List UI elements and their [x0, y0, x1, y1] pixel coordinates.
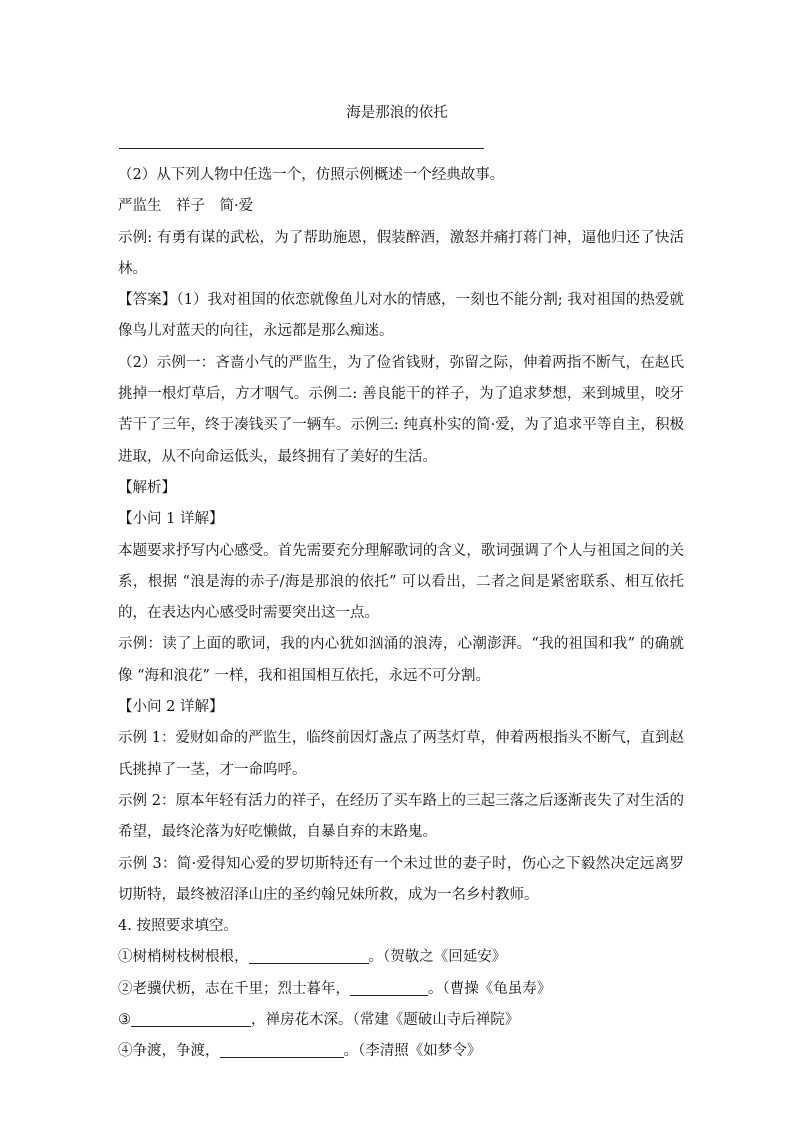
fill-item-2-after: 。（曹操《龟虽寿》: [428, 980, 552, 997]
fill-item-4-after: 。（李清照《如梦令》: [343, 1043, 482, 1060]
fill-item-1-before: ①树梢树枝树根根，: [118, 949, 249, 966]
answer-part-1: 【答案】（1）我对祖国的依恋就像鱼儿对水的情感，一刻也不能分割; 我对祖国的热爱就像鸟儿对蓝天的向往，永远都是那么痴迷。: [118, 292, 684, 340]
fill-item-4: [118, 1036, 684, 1067]
fill-item-1: [118, 942, 684, 973]
fill-item-1-after: 。（贺敬之《回延安》: [368, 949, 507, 966]
fill-item-2: [118, 974, 684, 1005]
fill-item-3-before: ③: [118, 1012, 131, 1029]
fill-item-3: [118, 1005, 684, 1036]
document-body: [118, 160, 684, 1068]
fill-item-3-after: ，禅房花木深。（常建《题破山寺后禅院》: [251, 1012, 520, 1029]
q2-example: 示例: 有勇有谋的武松，为了帮助施恩，假装醉酒，激怒并痛打蒋门神，逼他归还了快活林。: [118, 229, 684, 277]
sub-question-1-heading: 【小问 1 详解】: [118, 511, 224, 528]
fill-blank-4[interactable]: [220, 1041, 344, 1058]
fill-blank-1[interactable]: [249, 947, 369, 964]
fill-item-2-before: ②老骥伏枥，志在千里；烈士暮年，: [118, 980, 350, 997]
fill-item-4-before: ④争渡，争渡，: [118, 1043, 220, 1060]
fill-blank-3[interactable]: [131, 1010, 251, 1027]
q2-characters: 严监生 祥子 简·爱: [118, 198, 254, 215]
question-4-heading: 4. 按照要求填空。: [118, 918, 238, 935]
sub-question-2-heading: 【小问 2 详解】: [118, 699, 224, 716]
sub-question-2-example-1: 示例 1：爱财如命的严监生，临终前因灯盏点了两茎灯草，伸着两根指头不断气，直到赵氏挑掉了一茎，才一命呜呼。: [118, 730, 684, 778]
answer-line: [119, 148, 484, 149]
fill-blank-2[interactable]: [350, 979, 428, 996]
analysis-heading: 【解析】: [118, 479, 176, 496]
sub-question-2-example-2: 示例 2：原本年轻有活力的祥子，在经历了买车路上的三起三落之后逐渐丧失了对生活的希望，最终沦落为好吃懒做，自暴自弃的末路鬼。: [118, 792, 684, 841]
q2-prompt: （2）从下列人物中任选一个，仿照示例概述一个经典故事。: [118, 167, 505, 183]
sub-question-1-example: 示例：读了上面的歌词，我的内心犹如汹涌的浪涛，心潮澎湃。“我的祖国和我” 的确就像 “海和浪花” 一样，我和祖国相互依托，永远不可分割。: [118, 636, 684, 684]
sub-question-1-text: 本题要求抒写内心感受。首先需要充分理解歌词的含义，歌词强调了个人与祖国之间的关系，根据 “浪是海的赤子/海是那浪的依托” 可以看出，二者之间是紧密联系、相互依托的，在表达内心感受时需要突出这一点。: [118, 542, 684, 622]
sub-question-2-example-3: 示例 3：简·爱得知心爱的罗切斯特还有一个未过世的妻子时，伤心之下毅然决定远离罗切斯特，最终被沼泽山庄的圣约翰兄妹所救，成为一名乡村教师。: [118, 855, 684, 903]
poem-line-title: 海是那浪的依托: [346, 105, 448, 121]
answer-part-2: （2）示例一：吝啬小气的严监生，为了俭省钱财，弥留之际，伸着两指不断气，在赵氏挑掉一根灯草后，方才咽气。示例二: 善良能干的祥子，为了追求梦想，来到城里，咬牙苦干了三年，终于凑钱买了一辆车。示例三: 纯真朴实的简·爱，为了追求平等自主，积极进取，从不向命运低头，最终拥有了美好的生活。: [118, 354, 684, 465]
